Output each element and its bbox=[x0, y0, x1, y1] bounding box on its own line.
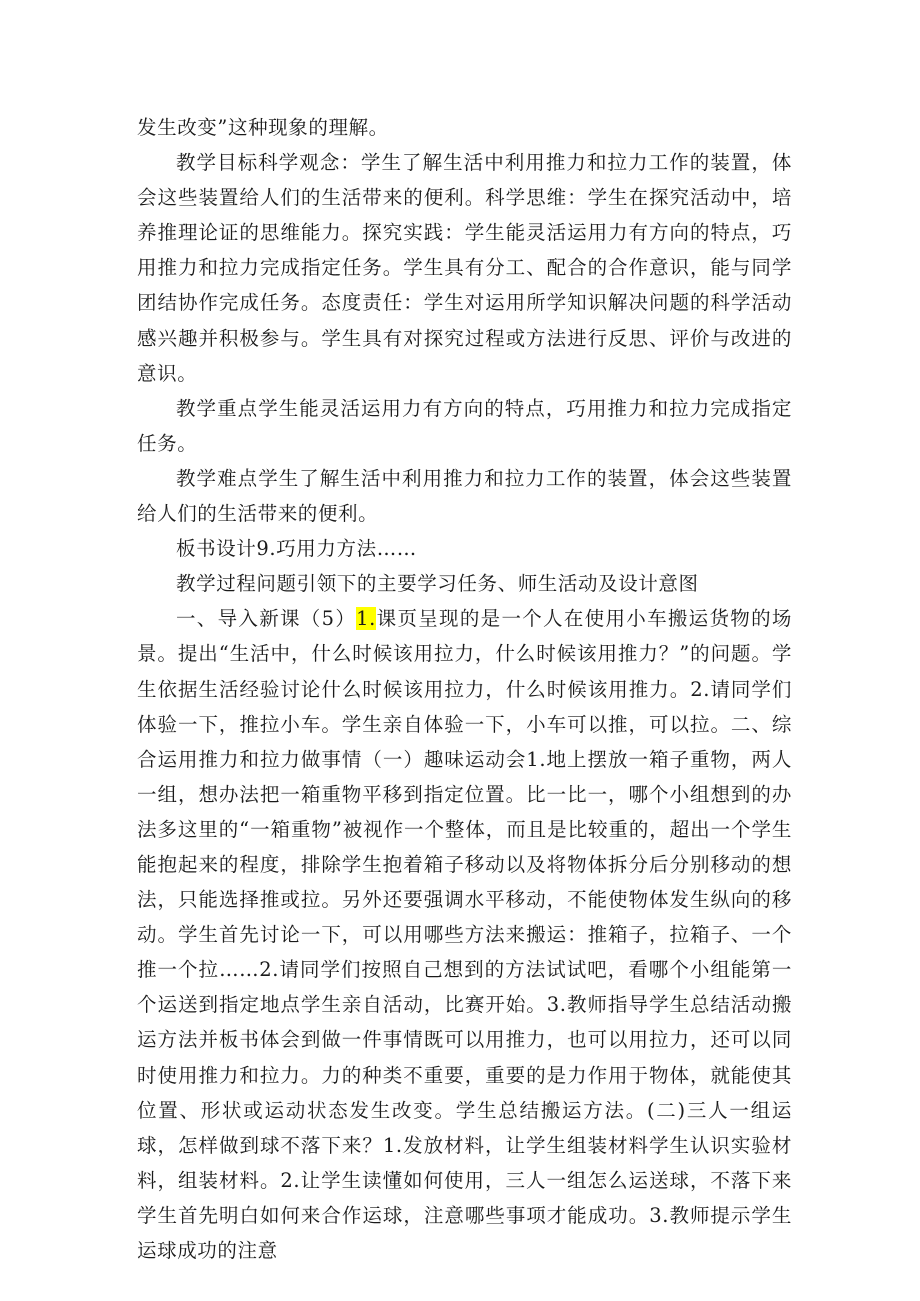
document-body bbox=[137, 110, 792, 1268]
paragraph-teaching-focus: 教学重点学生能灵活运用力有方向的特点，巧用推力和拉力完成指定任务。 bbox=[137, 396, 792, 455]
paragraph-teaching-goals: 教学目标科学观念：学生了解生活中利用推力和拉力工作的装置，体会这些装置给人们的生活带来的便利。科学思维：学生在探究活动中，培养推理论证的思维能力。探究实践：学生能灵活运用力有方向的特点，巧用推力和拉力完成指定任务。学生具有分工、配合的合作意识，能与同学团结协作完成任务。态度责任：学生对运用所学知识解决问题的科学活动感兴趣并积极参与。学生具有对探究过程或方法进行反思、评价与改进的意识。 bbox=[137, 151, 792, 385]
process-intro-text: 一、导入新课（5） bbox=[176, 607, 357, 631]
paragraph-teaching-difficulty: 教学难点学生了解生活中利用推力和拉力工作的装置，体会这些装置给人们的生活带来的便利。 bbox=[137, 466, 792, 526]
paragraph-continuation: 发生改变”这种现象的理解。 bbox=[137, 116, 389, 139]
process-body-text: 课页呈现的是一个人在使用小车搬运货物的场景。提出“生活中，什么时候该用拉力，什么时候该用推力？”的问题。学生依据生活经验讨论什么时候该用拉力，什么时候该用推力。2.请同学们体验一下，推拉小车。学生亲自体验一下，小车可以推，可以拉。二、综合运用推力和拉力做事情（一）趣味运动会1.地上摆放一箱子重物，两人一组，想办法把一箱重物平移到指定位置。比一比一，哪个小组想到的办法多这里的“一箱重物”被视作一个整体，而且是比较重的，超出一个学生能抱起来的程度，排除学生抱着箱子移动以及将物体拆分后分别移动的想法，只能选择推或拉。另外还要强调水平移动，不能使物体发生纵向的移动。学生首先讨论一下，可以用哪些方法来搬运：推箱子，拉箱子、一个推一个拉……2.请同学们按照自己想到的方法试试吧，看哪个小组能第一个运送到指定地点学生亲自活动，比赛开始。3.教师指导学生总结活动搬运方法并板书体会到做一件事情既可以用推力，也可以用拉力，还可以同时使用推力和拉力。力的种类不重要，重要的是力作用于物体，就能使其位置、形状或运动状态发生改变。学生总结搬运方法。(二)三人一组运球，怎样做到球不落下来？1.发放材料，让学生组装材料学生认识实验材料，组装材料。2.让学生读懂如何使用，三人一组怎么运送球，不落下来学生首先明白如何来合作运球，注意哪些事项才能成功。3.教师提示学生运球成功的注意 bbox=[137, 607, 792, 1262]
paragraph-process-heading: 教学过程问题引领下的主要学习任务、师生活动及设计意图 bbox=[176, 572, 699, 596]
paragraph-board-design: 板书设计9.巧用力方法…… bbox=[176, 537, 417, 561]
highlighted-marker: 1. bbox=[356, 607, 376, 631]
paragraph-teaching-process bbox=[137, 601, 792, 1268]
